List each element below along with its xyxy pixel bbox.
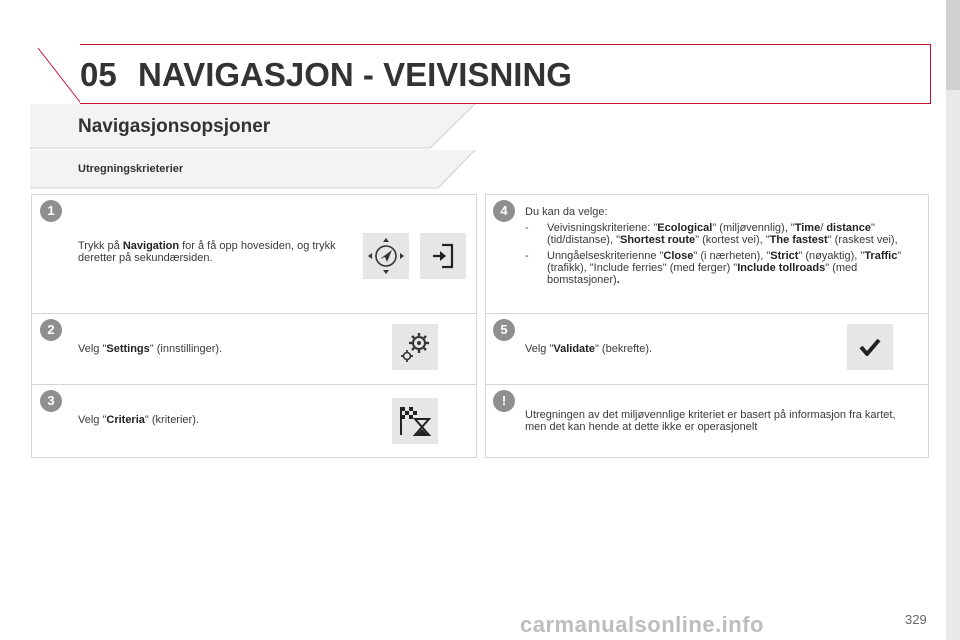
criteria-flag-hourglass-icon [392,398,438,444]
criteria-list-item: - Veivisningskriteriene: "Ecological" (miljøvennlig), "Time/ distance" (tid/distanse), "Shortest route" (kortest vei), "The fastest" (raskest vei), [525,222,920,246]
section-title: Navigasjonsopsjoner [78,116,271,137]
step-1-text: Trykk på Navigation for å få opp hovesiden, og trykk deretter på sekundærsiden. [78,240,336,264]
page-number: 329 [905,612,927,627]
avoidance-list-item: - Unngåelseskriterienne "Close" (i nærheten), "Strict" (nøyaktig), "Traffic" (trafikk), "Include ferries" (med ferger) "Include tollroads" (med bomstasjoner). [525,250,920,286]
navigation-compass-icon [363,233,409,279]
checkmark-icon [847,324,893,370]
settings-gears-icon [392,324,438,370]
step-2-text: Velg "Settings" (innstillinger). [78,343,223,355]
chapter-number: 05 [80,56,117,93]
step-badge: 2 [40,319,62,341]
step-5-text: Velg "Validate" (bekrefte). [525,343,653,355]
warning-icon: ! [493,390,515,412]
step-badge: 4 [493,200,515,222]
watermark: carmanualsonline.info [520,612,764,637]
page-edge-tab [946,0,960,90]
step-4-text [525,206,920,286]
page-edge-bar [946,0,960,640]
step-4-intro: Du kan da velge: [525,206,608,218]
step-badge: 3 [40,390,62,412]
step-badge: 1 [40,200,62,222]
step-3-text: Velg "Criteria" (kriterier). [78,414,199,426]
note-text: Utregningen av det miljøvennlige kriteriet er basert på informasjon fra kartet, men det kan hende at dette ikke er operasjonelt [525,409,896,433]
step-badge: 5 [493,319,515,341]
chapter-title: NAVIGASJON - VEIVISNING [138,56,572,93]
secondary-page-icon [420,233,466,279]
subsection-title: Utregningskrieterier [78,163,184,175]
